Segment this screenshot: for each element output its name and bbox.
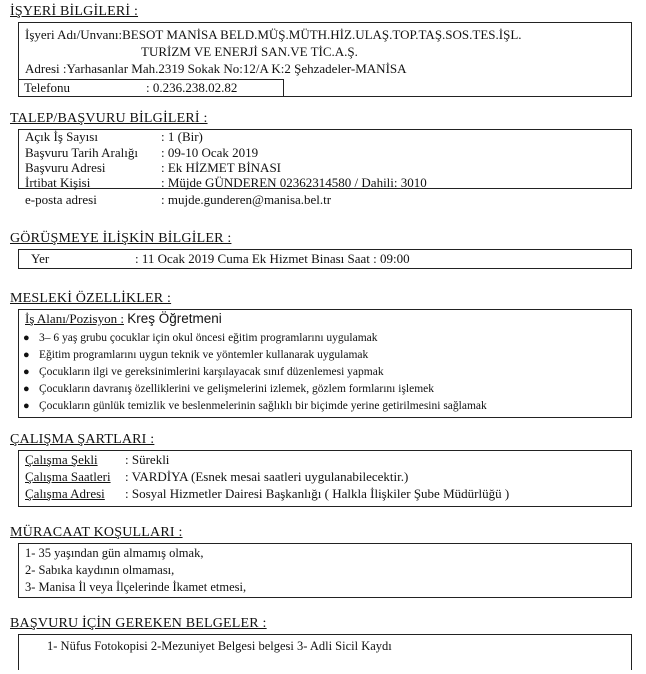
work-hours-row — [25, 469, 409, 484]
application-row-date-range — [25, 145, 259, 160]
work-hours-label: Çalışma Saatleri — [25, 469, 111, 484]
employer-address-value: Yarhasanlar Mah.2319 Sokak No:12/A K:2 Şehzadeler-MANİSA — [66, 61, 407, 76]
bullet-icon: ● — [23, 332, 30, 344]
employer-name-line2: TURİZM VE ENERJİ SAN.VE TİC.A.Ş. — [141, 44, 358, 59]
email-value: : mujde.gunderen@manisa.bel.tr — [161, 192, 332, 207]
list-item — [19, 366, 631, 382]
work-conditions-box — [18, 450, 632, 507]
requirements-box — [18, 543, 632, 598]
bullet-text: Çocukların günlük temizlik ve beslenmelerinin sağlıklı bir biçimde yerine getirilmesini sağlamak — [39, 400, 487, 412]
interview-row — [31, 251, 410, 266]
employer-name-line1: BESOT MANİSA BELD.MÜŞ.MÜTH.HİZ.ULAŞ.TOP.TAŞ.SOS.TES.İŞL. — [122, 27, 522, 42]
bullet-text: Çocukların ilgi ve gereksinimlerini karşılayacak sınıf düzenlemesi yapmak — [39, 366, 384, 378]
list-item — [19, 383, 631, 399]
employer-address-row — [25, 62, 407, 76]
bullet-text: Eğitim programlarını uygun teknik ve yöntemler kullanarak uygulamak — [39, 349, 369, 361]
list-item — [19, 400, 631, 416]
profession-section-title: MESLEKİ ÖZELLİKLER : — [10, 291, 172, 306]
contact-person-label: İrtibat Kişisi — [25, 175, 91, 190]
bullet-icon: ● — [23, 400, 30, 412]
application-row-open-jobs — [25, 129, 203, 144]
work-address-row — [25, 486, 510, 501]
position-row — [25, 312, 222, 326]
interview-place-value: : 11 Ocak 2019 Cuma Ek Hizmet Binası Saat : 09:00 — [135, 251, 410, 266]
employer-phone-label: Telefonu — [24, 80, 71, 95]
application-address-label: Başvuru Adresi — [25, 160, 106, 175]
employer-phone-value: : 0.236.238.02.82 — [146, 80, 238, 95]
work-address-value: : Sosyal Hizmetler Dairesi Başkanlığı ( Halkla İlişkiler Şube Müdürlüğü ) — [125, 486, 510, 501]
bullet-icon: ● — [23, 366, 30, 378]
date-range-value: : 09-10 Ocak 2019 — [161, 145, 259, 160]
contact-person-value: : Müjde GÜNDEREN 02362314580 / Dahili: 3010 — [161, 175, 427, 190]
application-row-contact — [25, 175, 427, 190]
list-item — [19, 349, 631, 365]
work-type-row — [25, 452, 170, 467]
work-type-value: : Sürekli — [125, 452, 170, 467]
bullet-text: 3– 6 yaş grubu çocuklar için okul öncesi eğitim programlarını uygulamak — [39, 332, 378, 344]
bullet-text: Çocukların davranış özelliklerini ve gelişmelerini izlemek, gözlem formlarını işlemek — [39, 383, 435, 395]
requirement-item: 1- 35 yaşından gün almamış olmak, — [25, 546, 204, 560]
application-section-title: TALEP/BAŞVURU BİLGİLERİ : — [10, 111, 208, 126]
employer-name-row — [25, 28, 522, 42]
bullet-icon: ● — [23, 383, 30, 395]
documents-list: 1- Nüfus Fotokopisi 2-Mezuniyet Belgesi belgesi 3- Adli Sicil Kaydı — [47, 639, 392, 653]
requirement-item: 3- Manisa İl veya İlçelerinde İkamet etmesi, — [25, 580, 247, 594]
email-label: e-posta adresi — [25, 192, 97, 207]
interview-place-label: Yer — [31, 251, 50, 266]
requirements-section-title: MÜRACAAT KOŞULLARI : — [10, 525, 183, 540]
profession-box — [18, 309, 632, 418]
application-row-email — [25, 192, 332, 207]
open-jobs-label: Açık İş Sayısı — [25, 129, 98, 144]
employer-name-label: İşyeri Adı/Unvanı: — [25, 27, 123, 42]
interview-section-title: GÖRÜŞMEYE İLİŞKİN BİLGİLER : — [10, 231, 232, 246]
application-row-address — [25, 160, 282, 175]
employer-section-title: İŞYERİ BİLGİLERİ : — [10, 4, 139, 19]
open-jobs-value: : 1 (Bir) — [161, 129, 203, 144]
work-address-label: Çalışma Adresi — [25, 486, 105, 501]
documents-box — [18, 634, 632, 670]
list-item — [19, 332, 631, 348]
bullet-icon: ● — [23, 349, 30, 361]
requirement-item: 2- Sabıka kaydının olmaması, — [25, 563, 175, 577]
employer-address-label: Adresi : — [25, 61, 67, 76]
work-type-label: Çalışma Şekli — [25, 452, 98, 467]
work-conditions-section-title: ÇALIŞMA ŞARTLARI : — [10, 432, 155, 447]
interview-box — [18, 249, 632, 269]
position-value: Kreş Öğretmeni — [127, 311, 222, 326]
date-range-label: Başvuru Tarih Aralığı — [25, 145, 138, 160]
documents-section-title: BAŞVURU İÇİN GEREKEN BELGELER : — [10, 616, 267, 631]
position-label: İş Alanı/Pozisyon : — [25, 311, 124, 326]
application-address-value: : Ek HİZMET BİNASI — [161, 160, 282, 175]
work-hours-value: : VARDİYA (Esnek mesai saatleri uygulanabilecektir.) — [125, 469, 409, 484]
